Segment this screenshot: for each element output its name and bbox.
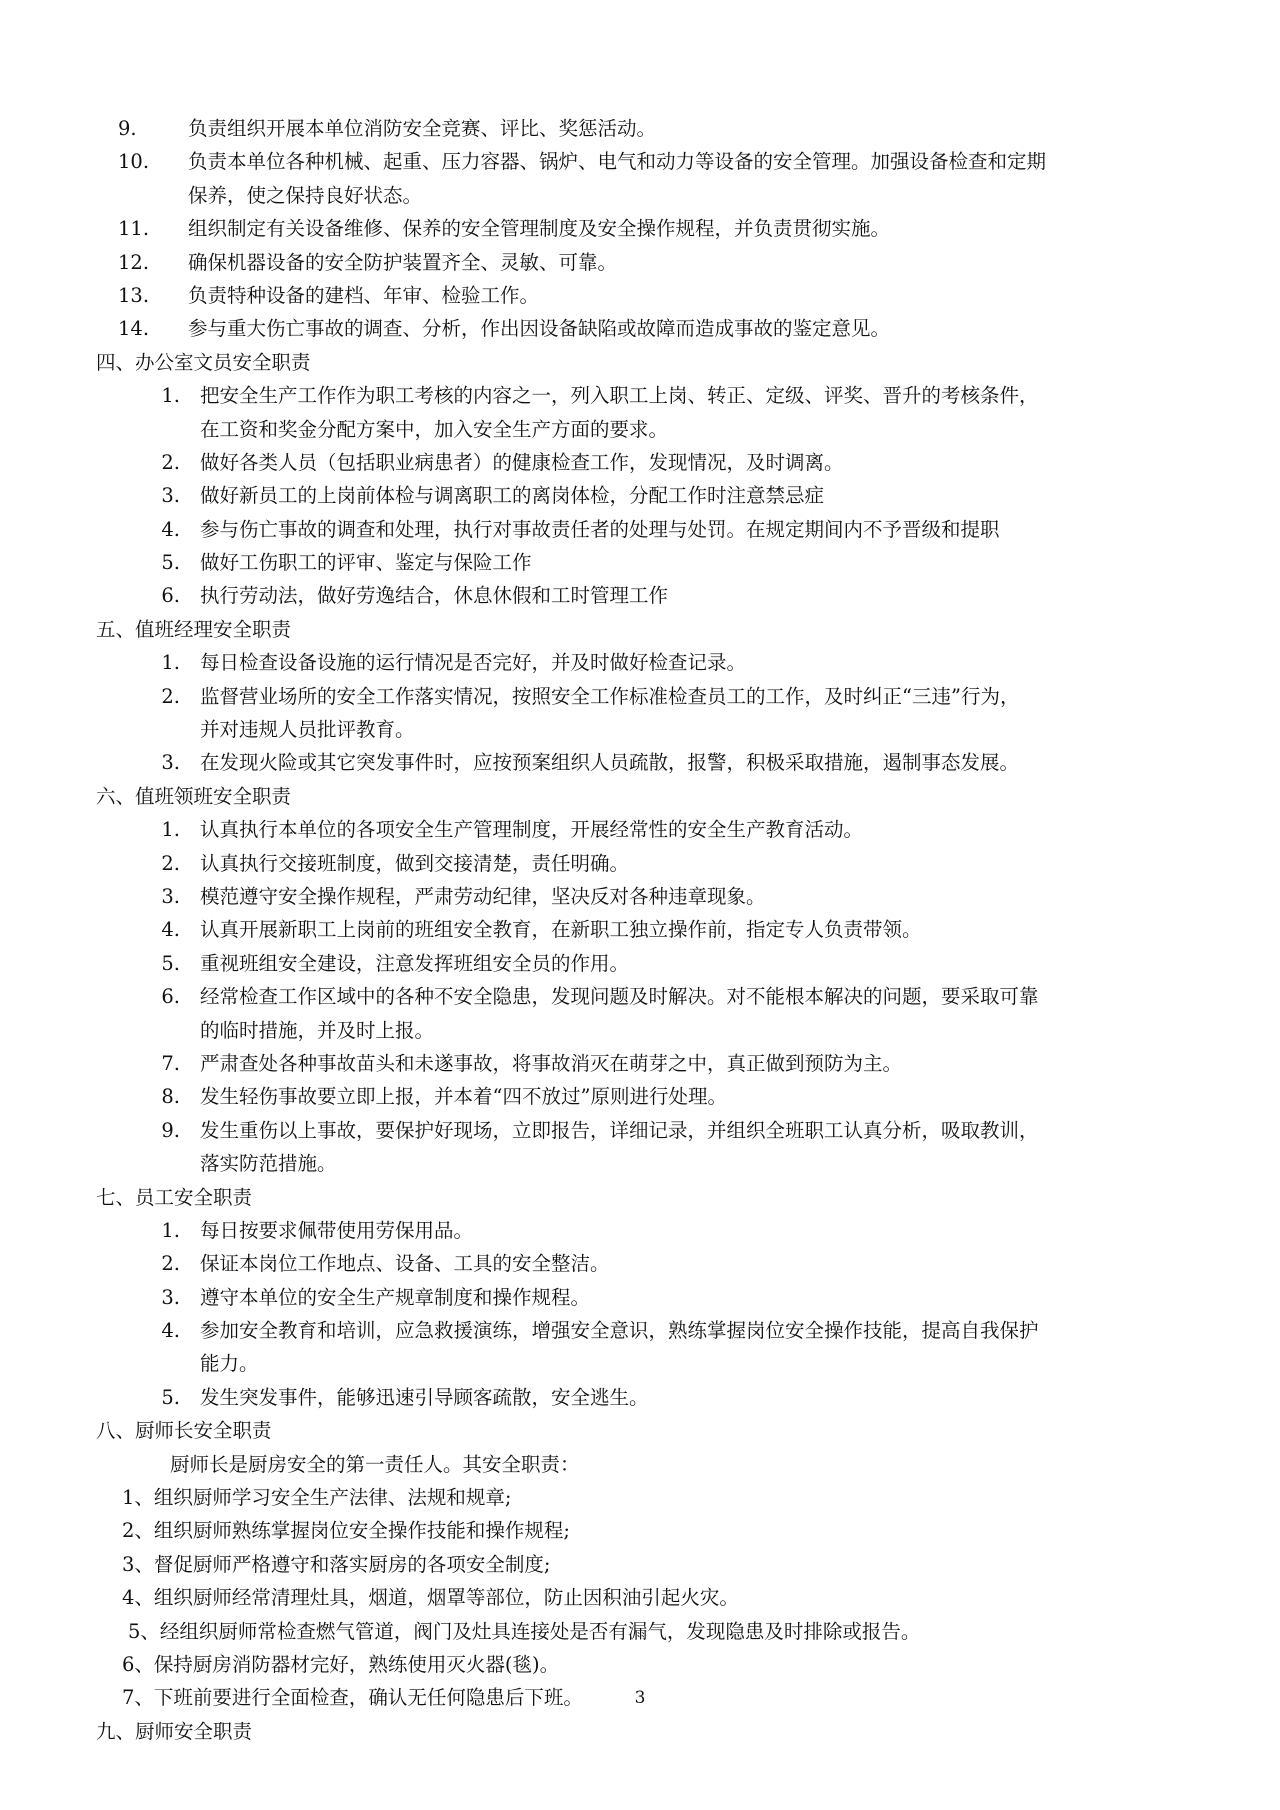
item-text: 5、经组织厨师常检查燃气管道，阀门及灶具连接处是否有漏气，发现隐患及时排除或报告。 xyxy=(128,1619,921,1643)
item-number: 2. xyxy=(161,851,180,875)
list-item xyxy=(0,479,1280,512)
list-item xyxy=(0,1214,1280,1247)
section-heading xyxy=(0,1414,1280,1447)
item-text: 每日检查设备设施的运行情况是否完好，并及时做好检查记录。 xyxy=(200,651,747,675)
list-item xyxy=(0,947,1280,980)
item-number: 6. xyxy=(161,584,180,608)
section-title: 六、值班领班安全职责 xyxy=(96,784,292,808)
list-item xyxy=(0,446,1280,479)
list-item xyxy=(0,1514,1280,1547)
item-text: 发生突发事件，能够迅速引导顾客疏散，安全逃生。 xyxy=(200,1385,649,1409)
list-item xyxy=(0,646,1280,679)
item-number: 4. xyxy=(161,918,180,942)
item-number: 1. xyxy=(161,818,180,842)
list-item xyxy=(0,145,1280,178)
list-item xyxy=(0,312,1280,345)
list-item xyxy=(0,579,1280,612)
item-number: 2. xyxy=(161,1252,180,1276)
item-text: 认真执行本单位的各项安全生产管理制度，开展经常性的安全生产教育活动。 xyxy=(200,818,864,842)
list-item xyxy=(0,746,1280,779)
item-text: 认真开展新职工上岗前的班组安全教育，在新职工独立操作前，指定专人负责带领。 xyxy=(200,918,922,942)
item-number: 1. xyxy=(161,1218,180,1242)
intro-text: 厨师长是厨房安全的第一责任人。其安全职责： xyxy=(170,1452,580,1476)
list-item xyxy=(0,1381,1280,1414)
item-number: 3. xyxy=(161,751,180,775)
section3-list xyxy=(0,112,1280,346)
item-number: 5. xyxy=(161,1385,180,1409)
item-text: 做好工伤职工的评审、鉴定与保险工作 xyxy=(200,551,532,575)
item-text: 1、组织厨师学习安全生产法律、法规和规章; xyxy=(122,1486,512,1510)
list-item xyxy=(0,1114,1280,1147)
list-item xyxy=(0,212,1280,245)
item-number: 2. xyxy=(161,450,180,474)
item-text: 发生轻伤事故要立即上报，并本着“四不放过”原则进行处理。 xyxy=(200,1085,727,1109)
section-heading xyxy=(0,346,1280,379)
list-item xyxy=(0,246,1280,279)
item-number: 4. xyxy=(161,517,180,541)
list-item xyxy=(0,279,1280,312)
item-text: 参加安全教育和培训，应急救援演练，增强安全意识，熟练掌握岗位安全操作技能，提高自我保护 xyxy=(200,1319,1039,1343)
item-text: 把安全生产工作作为职工考核的内容之一，列入职工上岗、转正、定级、评奖、晋升的考核条件， xyxy=(200,384,1039,408)
item-text: 2、组织厨师熟练掌握岗位安全操作技能和操作规程; xyxy=(122,1519,570,1543)
list-item xyxy=(0,980,1280,1013)
list-item xyxy=(0,112,1280,145)
list-item xyxy=(0,379,1280,412)
item-text: 做好各类人员（包括职业病患者）的健康检查工作，发现情况，及时调离。 xyxy=(200,450,844,474)
document-page xyxy=(0,112,1280,1748)
item-number: 2. xyxy=(161,684,180,708)
list-item xyxy=(0,1047,1280,1080)
item-text: 3、督促厨师严格遵守和落实厨房的各项安全制度; xyxy=(122,1552,551,1576)
section-heading xyxy=(0,613,1280,646)
section5-list xyxy=(0,646,1280,780)
list-item xyxy=(0,1314,1280,1347)
item-number: 3. xyxy=(161,484,180,508)
section-heading xyxy=(0,780,1280,813)
item-number: 3. xyxy=(161,1285,180,1309)
list-item-continuation xyxy=(0,1147,1280,1180)
item-text: 做好新员工的上岗前体检与调离职工的离岗体检，分配工作时注意禁忌症 xyxy=(200,484,825,508)
item-number: 8. xyxy=(161,1085,180,1109)
item-text: 监督营业场所的安全工作落实情况，按照安全工作标准检查员工的工作，及时纠正“三违”行为， xyxy=(200,684,1020,708)
item-text: 重视班组安全建设，注意发挥班组安全员的作用。 xyxy=(200,951,630,975)
item-text: 4、组织厨师经常清理灶具，烟道，烟罩等部位，防止因积油引起火灾。 xyxy=(122,1586,739,1610)
item-text: 严肃查处各种事故苗头和未遂事故，将事故消灭在萌芽之中，真正做到预防为主。 xyxy=(200,1051,903,1075)
item-text: 的临时措施，并及时上报。 xyxy=(200,1018,435,1042)
item-text: 每日按要求佩带使用劳保用品。 xyxy=(200,1218,474,1242)
item-number: 14. xyxy=(118,317,150,341)
item-number: 6. xyxy=(161,985,180,1009)
list-item-continuation xyxy=(0,413,1280,446)
item-text: 落实防范措施。 xyxy=(200,1152,337,1176)
item-text: 并对违规人员批评教育。 xyxy=(200,718,415,742)
section-title: 四、办公室文员安全职责 xyxy=(96,350,311,374)
list-item xyxy=(0,1281,1280,1314)
section-intro xyxy=(0,1448,1280,1481)
list-item xyxy=(0,1247,1280,1280)
item-text: 7、下班前要进行全面检查，确认无任何隐患后下班。 xyxy=(122,1686,583,1710)
item-number: 3. xyxy=(161,884,180,908)
list-item xyxy=(0,1481,1280,1514)
item-text: 6、保持厨房消防器材完好，熟练使用灭火器(毯)。 xyxy=(122,1652,560,1676)
section4-list xyxy=(0,379,1280,613)
section-title: 九、厨师安全职责 xyxy=(96,1719,253,1743)
section-heading xyxy=(0,1181,1280,1214)
item-text: 遵守本单位的安全生产规章制度和操作规程。 xyxy=(200,1285,591,1309)
item-text: 发生重伤以上事故，要保护好现场，立即报告，详细记录，并组织全班职工认真分析，吸取教训， xyxy=(200,1118,1039,1142)
item-text: 认真执行交接班制度，做到交接清楚，责任明确。 xyxy=(200,851,630,875)
item-text: 负责组织开展本单位消防安全竞赛、评比、奖惩活动。 xyxy=(188,117,657,140)
item-text: 在工资和奖金分配方案中，加入安全生产方面的要求。 xyxy=(200,417,669,441)
section-heading xyxy=(0,1715,1280,1748)
list-item xyxy=(0,513,1280,546)
item-number: 9. xyxy=(161,1118,180,1142)
item-text: 确保机器设备的安全防护装置齐全、灵敏、可靠。 xyxy=(188,250,618,274)
list-item xyxy=(0,880,1280,913)
item-number: 5. xyxy=(161,551,180,575)
item-text: 在发现火险或其它突发事件时，应按预案组织人员疏散，报警，积极采取措施，遏制事态发展。 xyxy=(200,751,1020,775)
section-title: 七、员工安全职责 xyxy=(96,1185,253,1209)
list-item-continuation xyxy=(0,1347,1280,1380)
item-number: 10. xyxy=(118,150,150,174)
page-number: 3 xyxy=(634,1688,646,1708)
item-number: 11. xyxy=(118,217,150,241)
item-number: 1. xyxy=(161,651,180,675)
item-text: 执行劳动法，做好劳逸结合，休息休假和工时管理工作 xyxy=(200,584,669,608)
section7-list xyxy=(0,1214,1280,1414)
section-title: 八、厨师长安全职责 xyxy=(96,1419,272,1443)
item-text: 保证本岗位工作地点、设备、工具的安全整洁。 xyxy=(200,1252,610,1276)
list-item xyxy=(0,913,1280,946)
list-item xyxy=(0,813,1280,846)
item-text: 参与重大伤亡事故的调查、分析，作出因设备缺陷或故障而造成事故的鉴定意见。 xyxy=(188,317,891,341)
item-number: 4. xyxy=(161,1319,180,1343)
item-text: 参与伤亡事故的调查和处理，执行对事故责任者的处理与处罚。在规定期间内不予晋级和提职 xyxy=(200,517,1000,541)
list-item xyxy=(0,1648,1280,1681)
item-text: 经常检查工作区域中的各种不安全隐患，发现问题及时解决。对不能根本解决的问题，要采取可靠 xyxy=(200,985,1039,1009)
item-text: 组织制定有关设备维修、保养的安全管理制度及安全操作规程，并负责贯彻实施。 xyxy=(188,217,891,241)
list-item-continuation xyxy=(0,713,1280,746)
item-number: 5. xyxy=(161,951,180,975)
list-item xyxy=(0,680,1280,713)
list-item-continuation xyxy=(0,1014,1280,1047)
list-item xyxy=(0,1080,1280,1113)
item-text: 负责本单位各种机械、起重、压力容器、锅炉、电气和动力等设备的安全管理。加强设备检查和定期 xyxy=(188,150,1047,174)
list-item xyxy=(0,1581,1280,1614)
list-item xyxy=(0,1615,1280,1648)
item-number: 13. xyxy=(118,283,150,307)
item-text: 负责特种设备的建档、年审、检验工作。 xyxy=(188,283,540,307)
section6-list xyxy=(0,813,1280,1180)
item-number: 7. xyxy=(161,1051,180,1075)
list-item-continuation xyxy=(0,179,1280,212)
item-text: 保养，使之保持良好状态。 xyxy=(188,183,423,207)
list-item xyxy=(0,847,1280,880)
section-title: 五、值班经理安全职责 xyxy=(96,617,292,641)
item-text: 能力。 xyxy=(200,1352,259,1376)
list-item xyxy=(0,546,1280,579)
item-text: 模范遵守安全操作规程，严肃劳动纪律，坚决反对各种违章现象。 xyxy=(200,884,766,908)
item-number: 9. xyxy=(118,117,137,140)
item-number: 1. xyxy=(161,384,180,408)
list-item xyxy=(0,1548,1280,1581)
item-number: 12. xyxy=(118,250,150,274)
